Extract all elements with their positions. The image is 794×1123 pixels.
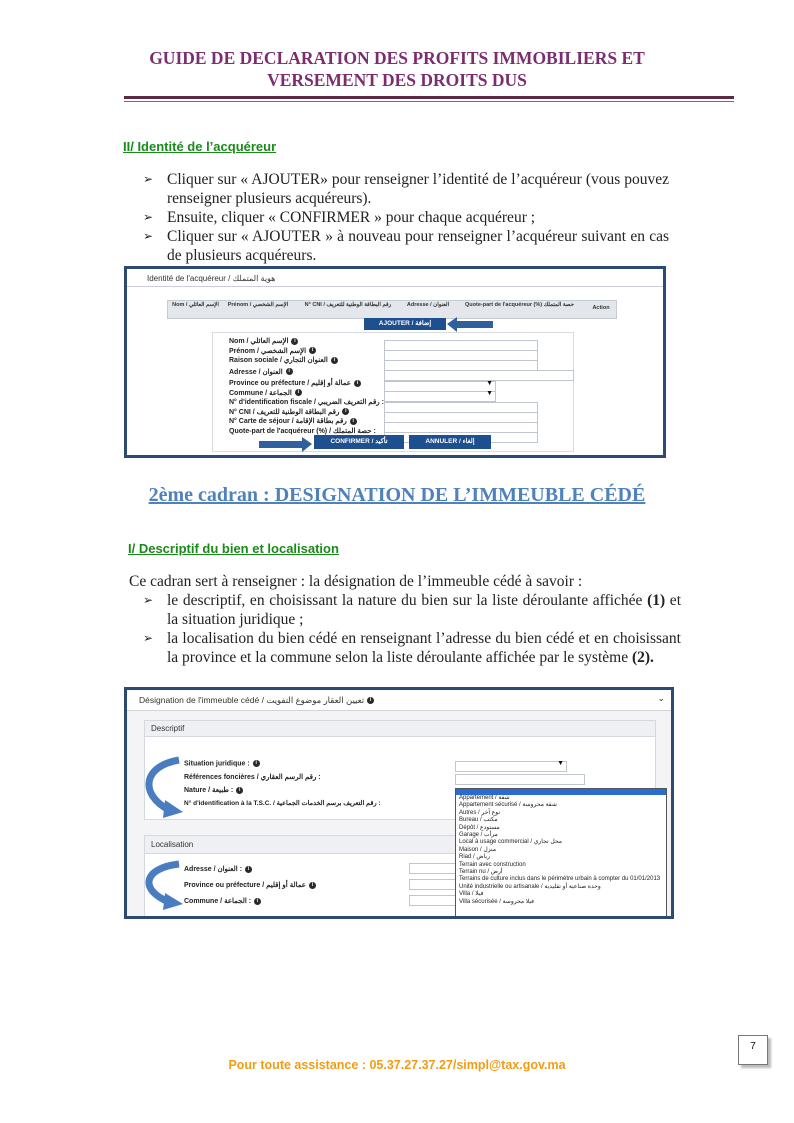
arrow-bullet-icon: ➢ xyxy=(143,172,154,186)
references-foncieres-input[interactable] xyxy=(455,774,585,785)
dropdown-option[interactable]: Terrain avec construction xyxy=(459,861,526,868)
section-heading-acquereur: II/ Identité de l’acquéreur xyxy=(123,139,277,154)
adresse-input[interactable] xyxy=(409,863,461,874)
localisation-section-title: Localisation xyxy=(151,840,194,849)
info-icon: i xyxy=(354,380,361,387)
collapse-chevron-icon[interactable]: ⌄ xyxy=(657,693,665,703)
dropdown-option[interactable]: Appartement / شقة xyxy=(459,795,510,801)
panel-title: Identité de l'acquéreur / هوية المتملك xyxy=(147,274,276,283)
panel-title: Désignation de l'immeuble cédé / تعيين العقار موضوع التفويت i xyxy=(139,695,374,706)
info-icon: i xyxy=(254,898,261,905)
dropdown-option[interactable]: Villa / فيلا xyxy=(459,891,484,898)
dropdown-option[interactable]: Unité industrielle ou artisanale / وحدة صناعية أو تقليدية xyxy=(459,883,601,890)
form-labels: Nom / الإسم العائلي i Prénom / الإسم الشخصي i Raison sociale / العنوان التجاري i Adresse / العنوان i Province ou préfecture / عمالة أو إقليم i Commune / الجماعة i N° d'identification fiscale / رقم التعريف الضريبي : N° CNI / رقم البطاقة الوطنية للتعريف i N° Carte de séjour / رقم بطاقة الإقامة i Quote-part de l'acquéreur (%) / حصة المتملك : xyxy=(229,337,384,435)
info-icon: i xyxy=(286,368,293,375)
bullet-item: ➢ Ensuite, cliquer « CONFIRMER » pour chaque acquéreur ; xyxy=(143,209,536,226)
header-rule xyxy=(124,96,734,99)
info-icon: i xyxy=(342,408,349,415)
annuler-button[interactable]: ANNULER / إلغاء xyxy=(409,435,491,449)
section-heading-descriptif: I/ Descriptif du bien et localisation xyxy=(128,541,339,556)
dropdown-option[interactable]: Local à usage commercial / محل تجاري xyxy=(459,839,562,846)
column-header: Quote-part de l'acquéreur (%) حصة المتملك xyxy=(465,302,574,308)
dropdown-option[interactable]: Terrain nu / أرض xyxy=(459,869,503,876)
page-number: 7 xyxy=(738,1035,768,1065)
info-icon: i xyxy=(331,357,338,364)
bullet-item: ➢ le descriptif, en choisissant la nature du bien sur la liste déroulante affichée (1) et la situation juridique ; xyxy=(143,592,681,628)
dropdown-option[interactable]: Maison / منزل xyxy=(459,846,497,853)
acquereurs-table-header xyxy=(167,300,617,319)
designation-form-screenshot: Désignation de l'immeuble cédé / تعيين العقار موضوع التفويت i ⌄ Descriptif Situation juridique : i Références foncières / رقم الرسم العقاري : Nature / طبيعة : i N° d'identification à la T.S.C. / رقم التعريف برسم الخدمات الجماعية : ▼ Localisation Adresse / العنوان : i Province ou préfecture / عمالة أو إقليم i Commune / الجماعة : i Appartement / شقة Appartement sécurisé / شقة محروسة Autres / نوع آخر Bureau / مكتب Dépôt / مستودع Garage / مرأب Local à usage commercial / محل تجاري Maison / منزل Riad / رياض Terrain avec construction Terrain nu / أرض Terrains de culture inclus dans le périmètre urbain à compter du 01/01/2013 Unité industrielle ou artisanale / وحدة صناعية أو تقليدية Villa / فيلا Villa sécurisée / فيلا محروسة xyxy=(124,687,674,919)
column-header: Action xyxy=(592,305,610,311)
dropdown-caret-icon: ▼ xyxy=(557,760,564,767)
footer-assistance: Pour toute assistance : 05.37.27.37.27/simpl@tax.gov.ma xyxy=(228,1058,566,1072)
situation-juridique-select[interactable] xyxy=(455,761,567,772)
info-icon: i xyxy=(309,347,316,354)
info-icon: i xyxy=(350,418,357,425)
confirmer-button[interactable]: CONFIRMER / تأكيد xyxy=(314,435,404,449)
acquereur-form-screenshot xyxy=(124,266,666,458)
info-icon: i xyxy=(367,697,374,704)
arrow-bullet-icon: ➢ xyxy=(143,210,154,224)
curved-arrow-pointer-icon xyxy=(139,860,187,910)
province-select[interactable] xyxy=(409,879,461,890)
dropdown-option[interactable]: Villa sécurisée / فيلا محروسة xyxy=(459,898,535,905)
curved-arrow-pointer-icon xyxy=(139,756,187,818)
arrow-bullet-icon: ➢ xyxy=(143,593,154,607)
ajouter-button[interactable]: AJOUTER / إضافة xyxy=(364,318,446,330)
intro-text: Ce cadran sert à renseigner : la désignation de l’immeuble cédé à savoir : xyxy=(129,573,583,590)
info-icon: i xyxy=(236,787,243,794)
adresse-input[interactable] xyxy=(384,370,574,381)
info-icon: i xyxy=(245,866,252,873)
descriptif-instructions xyxy=(129,572,681,667)
dropdown-option[interactable]: Appartement sécurisé / شقة محروسة xyxy=(459,802,557,809)
dropdown-option[interactable]: Riad / رياض xyxy=(459,854,490,861)
dropdown-caret-icon: ▼ xyxy=(486,390,493,397)
dropdown-caret-icon: ▼ xyxy=(486,380,493,387)
header-rule-thin xyxy=(124,101,734,102)
dropdown-option[interactable]: Bureau / مكتب xyxy=(459,817,498,824)
commune-select[interactable] xyxy=(384,391,496,402)
cadran-title: 2ème cadran : DESIGNATION DE L’IMMEUBLE CÉDÉ xyxy=(148,484,646,506)
acquereur-instructions xyxy=(143,170,669,265)
column-header: Nom / الإسم العائلي xyxy=(172,302,219,308)
arrow-bullet-icon: ➢ xyxy=(143,631,154,645)
bullet-item: ➢ la localisation du bien cédé en renseignant l’adresse du bien cédé et en choisissant la province et la commune selon la liste déroulante affichée par le système (2). xyxy=(143,630,681,666)
info-icon: i xyxy=(295,389,302,396)
dropdown-option[interactable]: Terrains de culture inclus dans le périmètre urbain à compter du 01/01/2013 xyxy=(459,876,661,883)
header-line-1: GUIDE DE DECLARATION DES PROFITS IMMOBILIERS ET xyxy=(149,48,645,68)
nature-dropdown-list[interactable] xyxy=(455,788,667,919)
column-header: Prénom / الإسم الشخصي xyxy=(227,302,289,308)
bullet-item: ➢ Cliquer sur « AJOUTER» pour renseigner l’identité de l’acquéreur (vous pouvez renseigner plusieurs acquéreurs). xyxy=(143,171,669,207)
column-header: N° CNI / رقم البطاقة الوطنية للتعريف xyxy=(304,302,392,308)
document-header xyxy=(0,47,794,91)
column-header: Adresse / العنوان xyxy=(406,302,450,308)
dropdown-option[interactable]: Autres / نوع آخر xyxy=(459,809,501,816)
header-line-2: VERSEMENT DES DROITS DUS xyxy=(267,70,527,90)
dropdown-option[interactable]: Garage / مرأب xyxy=(459,832,498,839)
bullet-item: ➢ Cliquer sur « AJOUTER » à nouveau pour renseigner l’acquéreur suivant en cas de plusieurs acquéreurs. xyxy=(143,228,669,264)
left-arrow-pointer-icon xyxy=(447,316,495,333)
info-icon: i xyxy=(253,760,260,767)
info-icon: i xyxy=(309,882,316,889)
commune-select[interactable] xyxy=(409,895,461,906)
arrow-bullet-icon: ➢ xyxy=(143,229,154,243)
info-icon: i xyxy=(291,338,298,345)
dropdown-option[interactable]: Dépôt / مستودع xyxy=(459,824,500,831)
right-arrow-pointer-icon xyxy=(259,436,313,453)
descriptif-section-title: Descriptif xyxy=(151,724,185,733)
